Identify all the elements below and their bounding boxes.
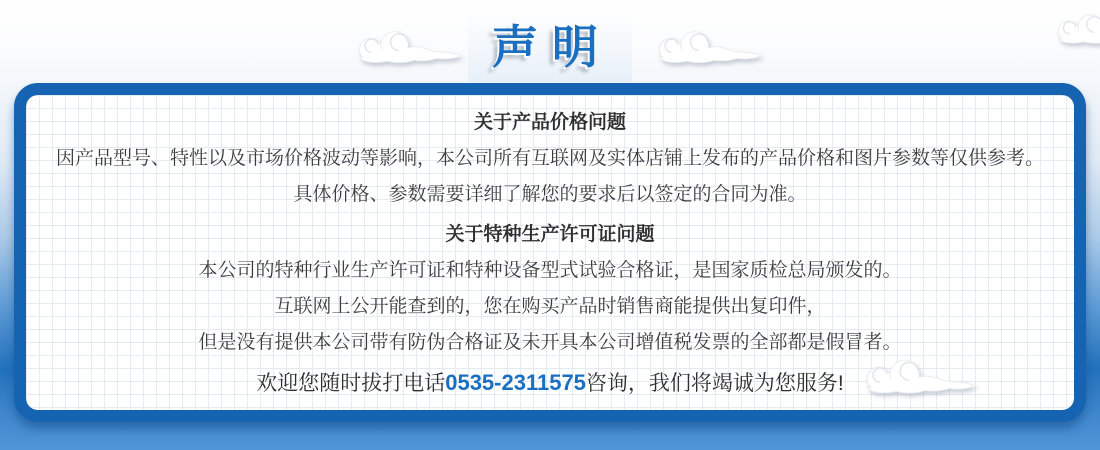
contact-prefix: 欢迎您随时拔打电话 bbox=[256, 372, 446, 395]
notice-box bbox=[14, 83, 1086, 422]
phone-number: 0535-2311575 bbox=[445, 370, 586, 395]
notice-line: 本公司的特种行业生产许可证和特种设备型式试验合格证，是国家质检总局颁发的。 bbox=[198, 260, 902, 281]
cloud-top-right-icon bbox=[1048, 8, 1100, 48]
cloud-right-icon bbox=[648, 24, 763, 68]
section-heading-license: 关于特种生产许可证问题 bbox=[445, 224, 655, 245]
notice-line: 具体价格、参数需要详细了解您的要求后以签定的合同为准。 bbox=[293, 184, 807, 205]
banner-title: 声明 bbox=[468, 8, 632, 82]
cloud-bottom-right-icon bbox=[855, 352, 977, 399]
contact-suffix: 咨询，我们将竭诚为您服务! bbox=[585, 372, 844, 395]
banner-header bbox=[0, 0, 1100, 83]
notice-line: 因产品型号、特性以及市场价格波动等影响，本公司所有互联网及实体店铺上发布的产品价格和图片参数等仅供参考。 bbox=[55, 148, 1044, 169]
notice-line: 互联网上公开能查到的，您在购买产品时销售商能提供出复印件， bbox=[274, 296, 826, 317]
notice-line: 但是没有提供本公司带有防伪合格证及未开具本公司增值税发票的全部都是假冒者。 bbox=[198, 332, 902, 353]
section-heading-price: 关于产品价格问题 bbox=[473, 112, 626, 133]
cloud-left-icon bbox=[348, 24, 463, 68]
